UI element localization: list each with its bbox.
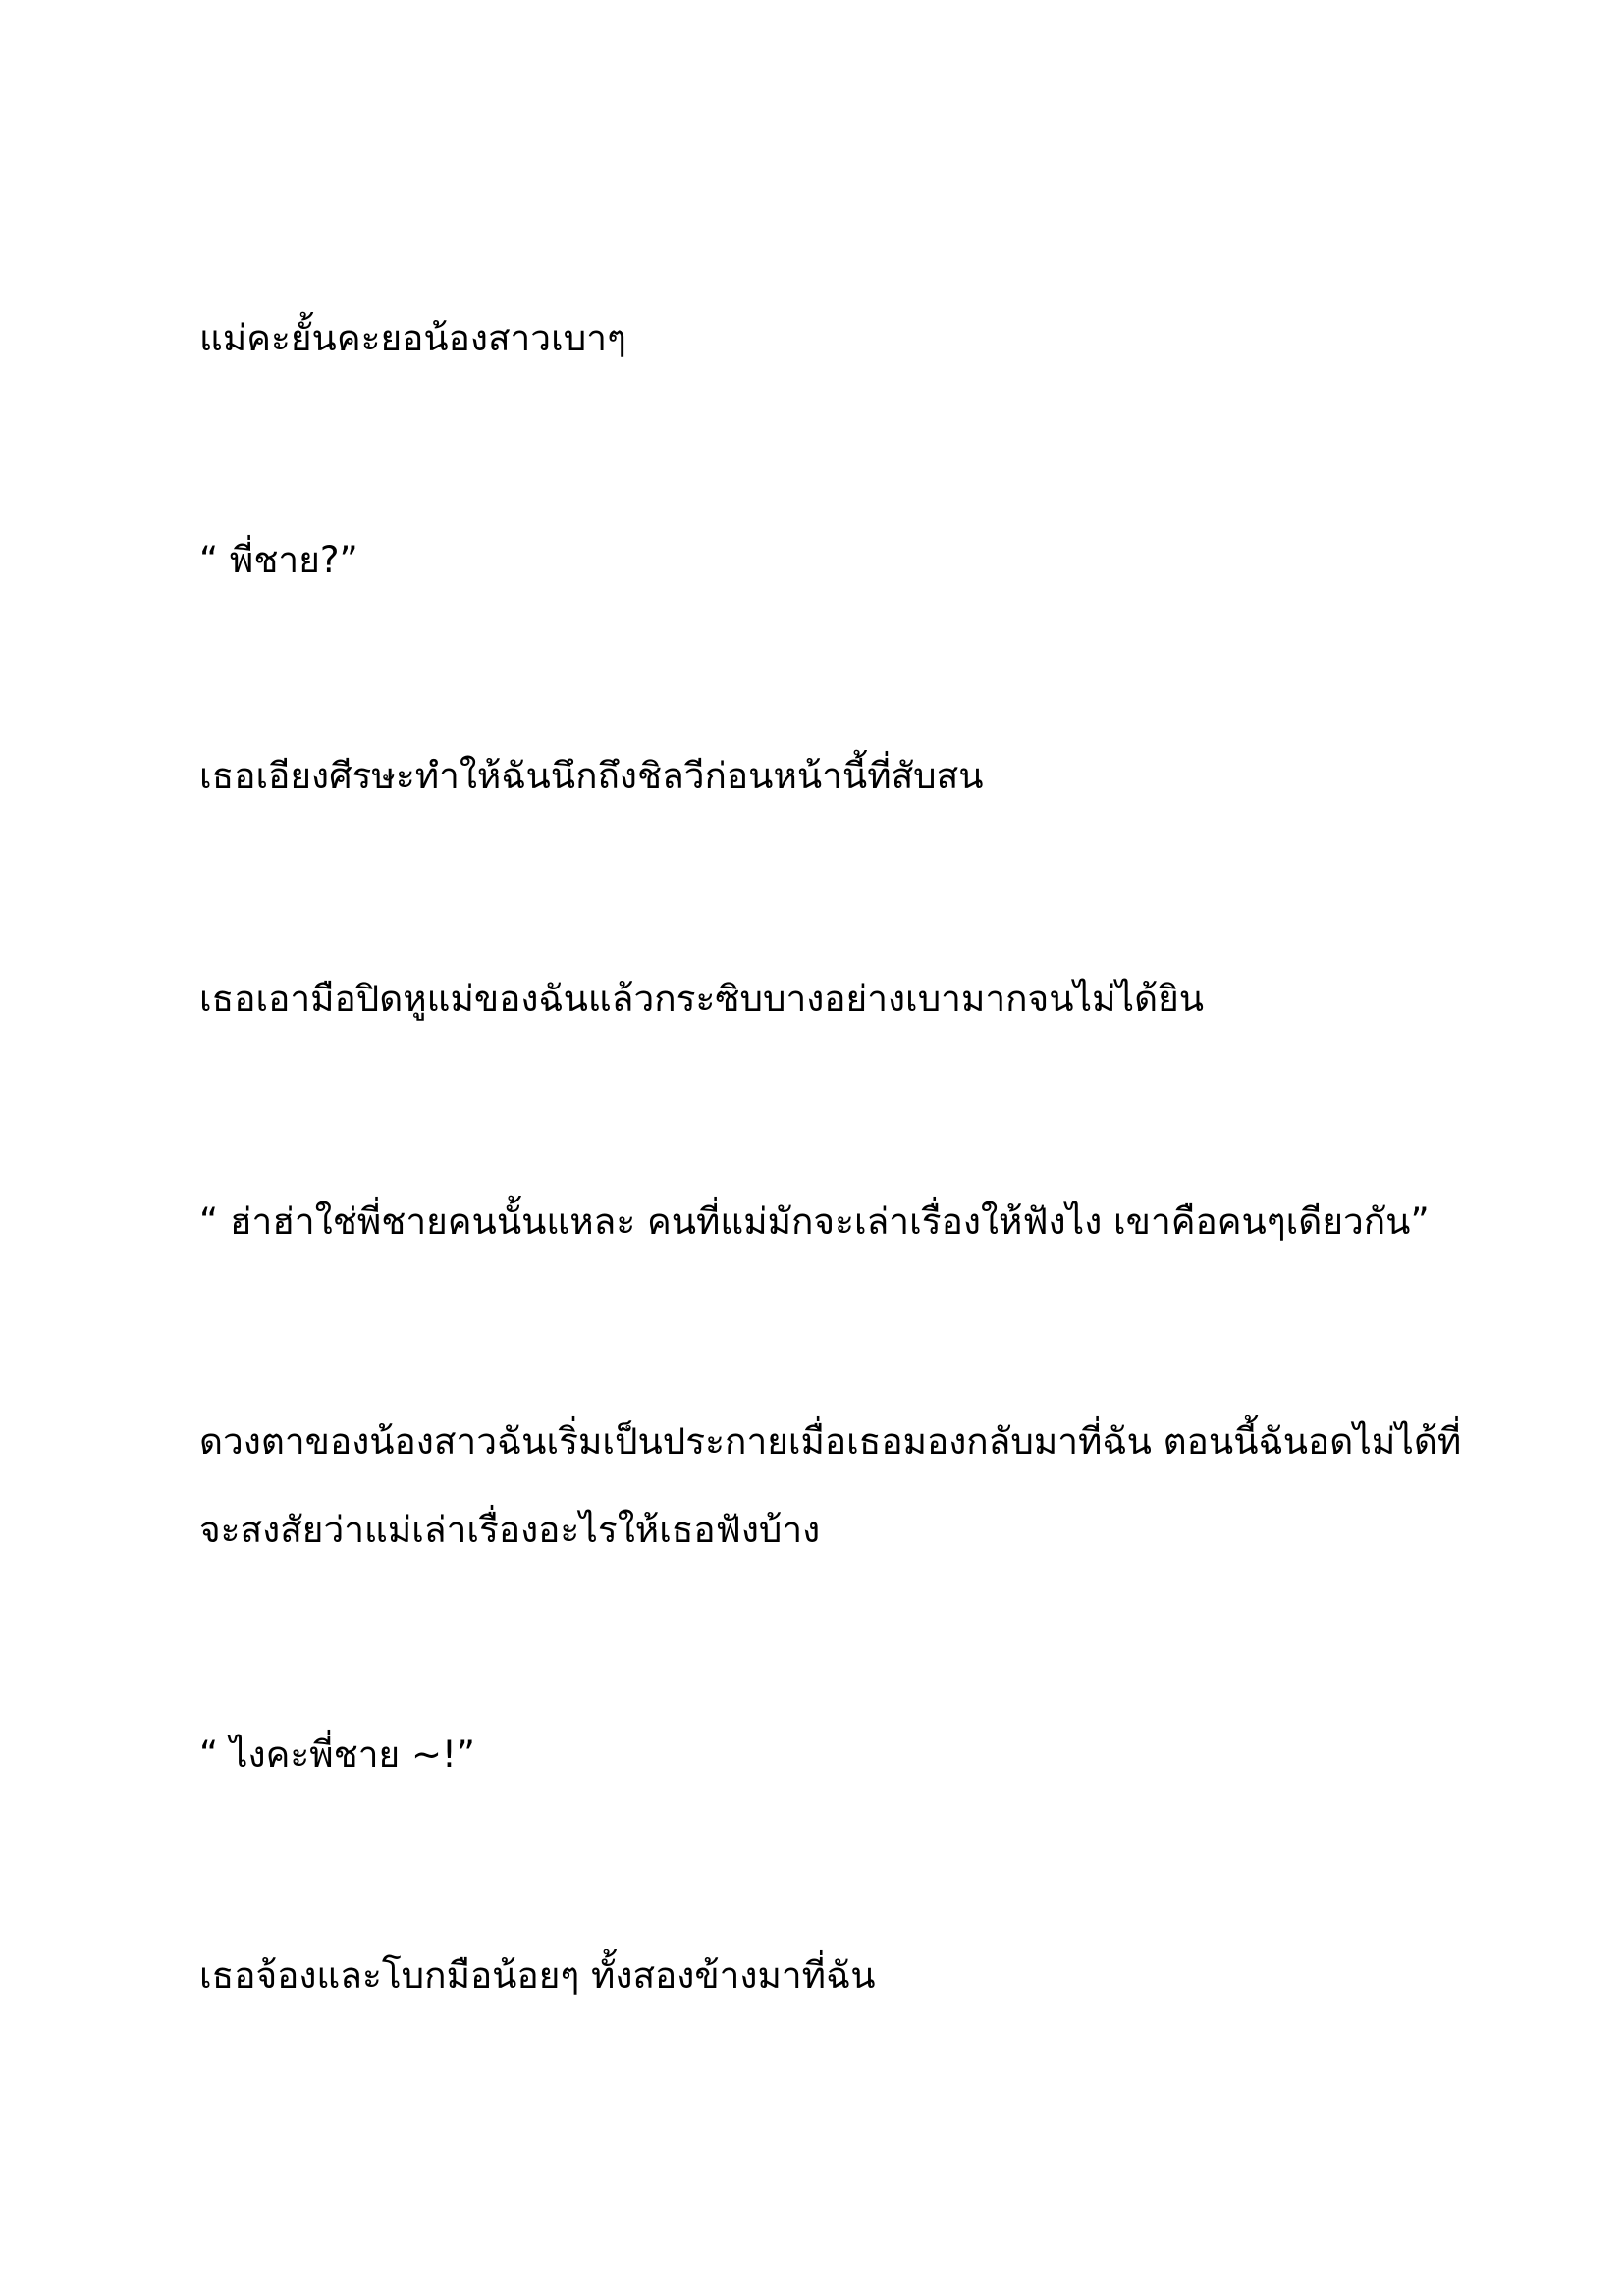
paragraph-5-line-1: “ ฮ่าฮ่าใช่พี่ชายคนนั้นแหละ คนที่แม่มักจะเล่าเรื่องให้ฟังไง เขาคือคนๆเดียวกัน” (199, 1201, 1430, 1243)
paragraph-1-line-1: แม่คะยั้นคะยอน้องสาวเบาๆ (199, 317, 626, 359)
paragraph-2-dialogue (199, 538, 358, 583)
paragraph-3 (199, 754, 984, 799)
paragraph-4 (199, 977, 1204, 1022)
paragraph-8 (199, 1953, 876, 1999)
paragraph-8-line-1: เธอจ้องและโบกมือน้อยๆ ทั้งสองข้างมาที่ฉัน (199, 1954, 876, 1997)
paragraph-3-line-1: เธอเอียงศีรษะทำให้ฉันนึกถึงชิลวีก่อนหน้านี้ที่สับสน (199, 755, 984, 797)
paragraph-4-line-1: เธอเอามือปิดหูแม่ของฉันแล้วกระซิบบางอย่างเบามากจนไม่ได้ยิน (199, 978, 1205, 1020)
paragraph-2-line-1: “ พี่ชาย?” (199, 539, 358, 581)
paragraph-1 (199, 316, 626, 361)
paragraph-6 (199, 1419, 1461, 1465)
paragraph-6-line-1: ดวงตาของน้องสาวฉันเริ่มเป็นประกายเมื่อเธอมองกลับมาที่ฉัน ตอนนี้ฉันอดไม่ได้ที่ (199, 1420, 1462, 1463)
paragraph-6-line-2: จะสงสัยว่าแม่เล่าเรื่องอะไรให้เธอฟังบ้าง (199, 1509, 821, 1551)
paragraph-7-line-1: “ ไงคะพี่ชาย ~!” (199, 1734, 475, 1776)
paragraph-5-dialogue (199, 1200, 1430, 1245)
paragraph-7-dialogue (199, 1733, 475, 1778)
paragraph-6-continued (199, 1508, 820, 1553)
